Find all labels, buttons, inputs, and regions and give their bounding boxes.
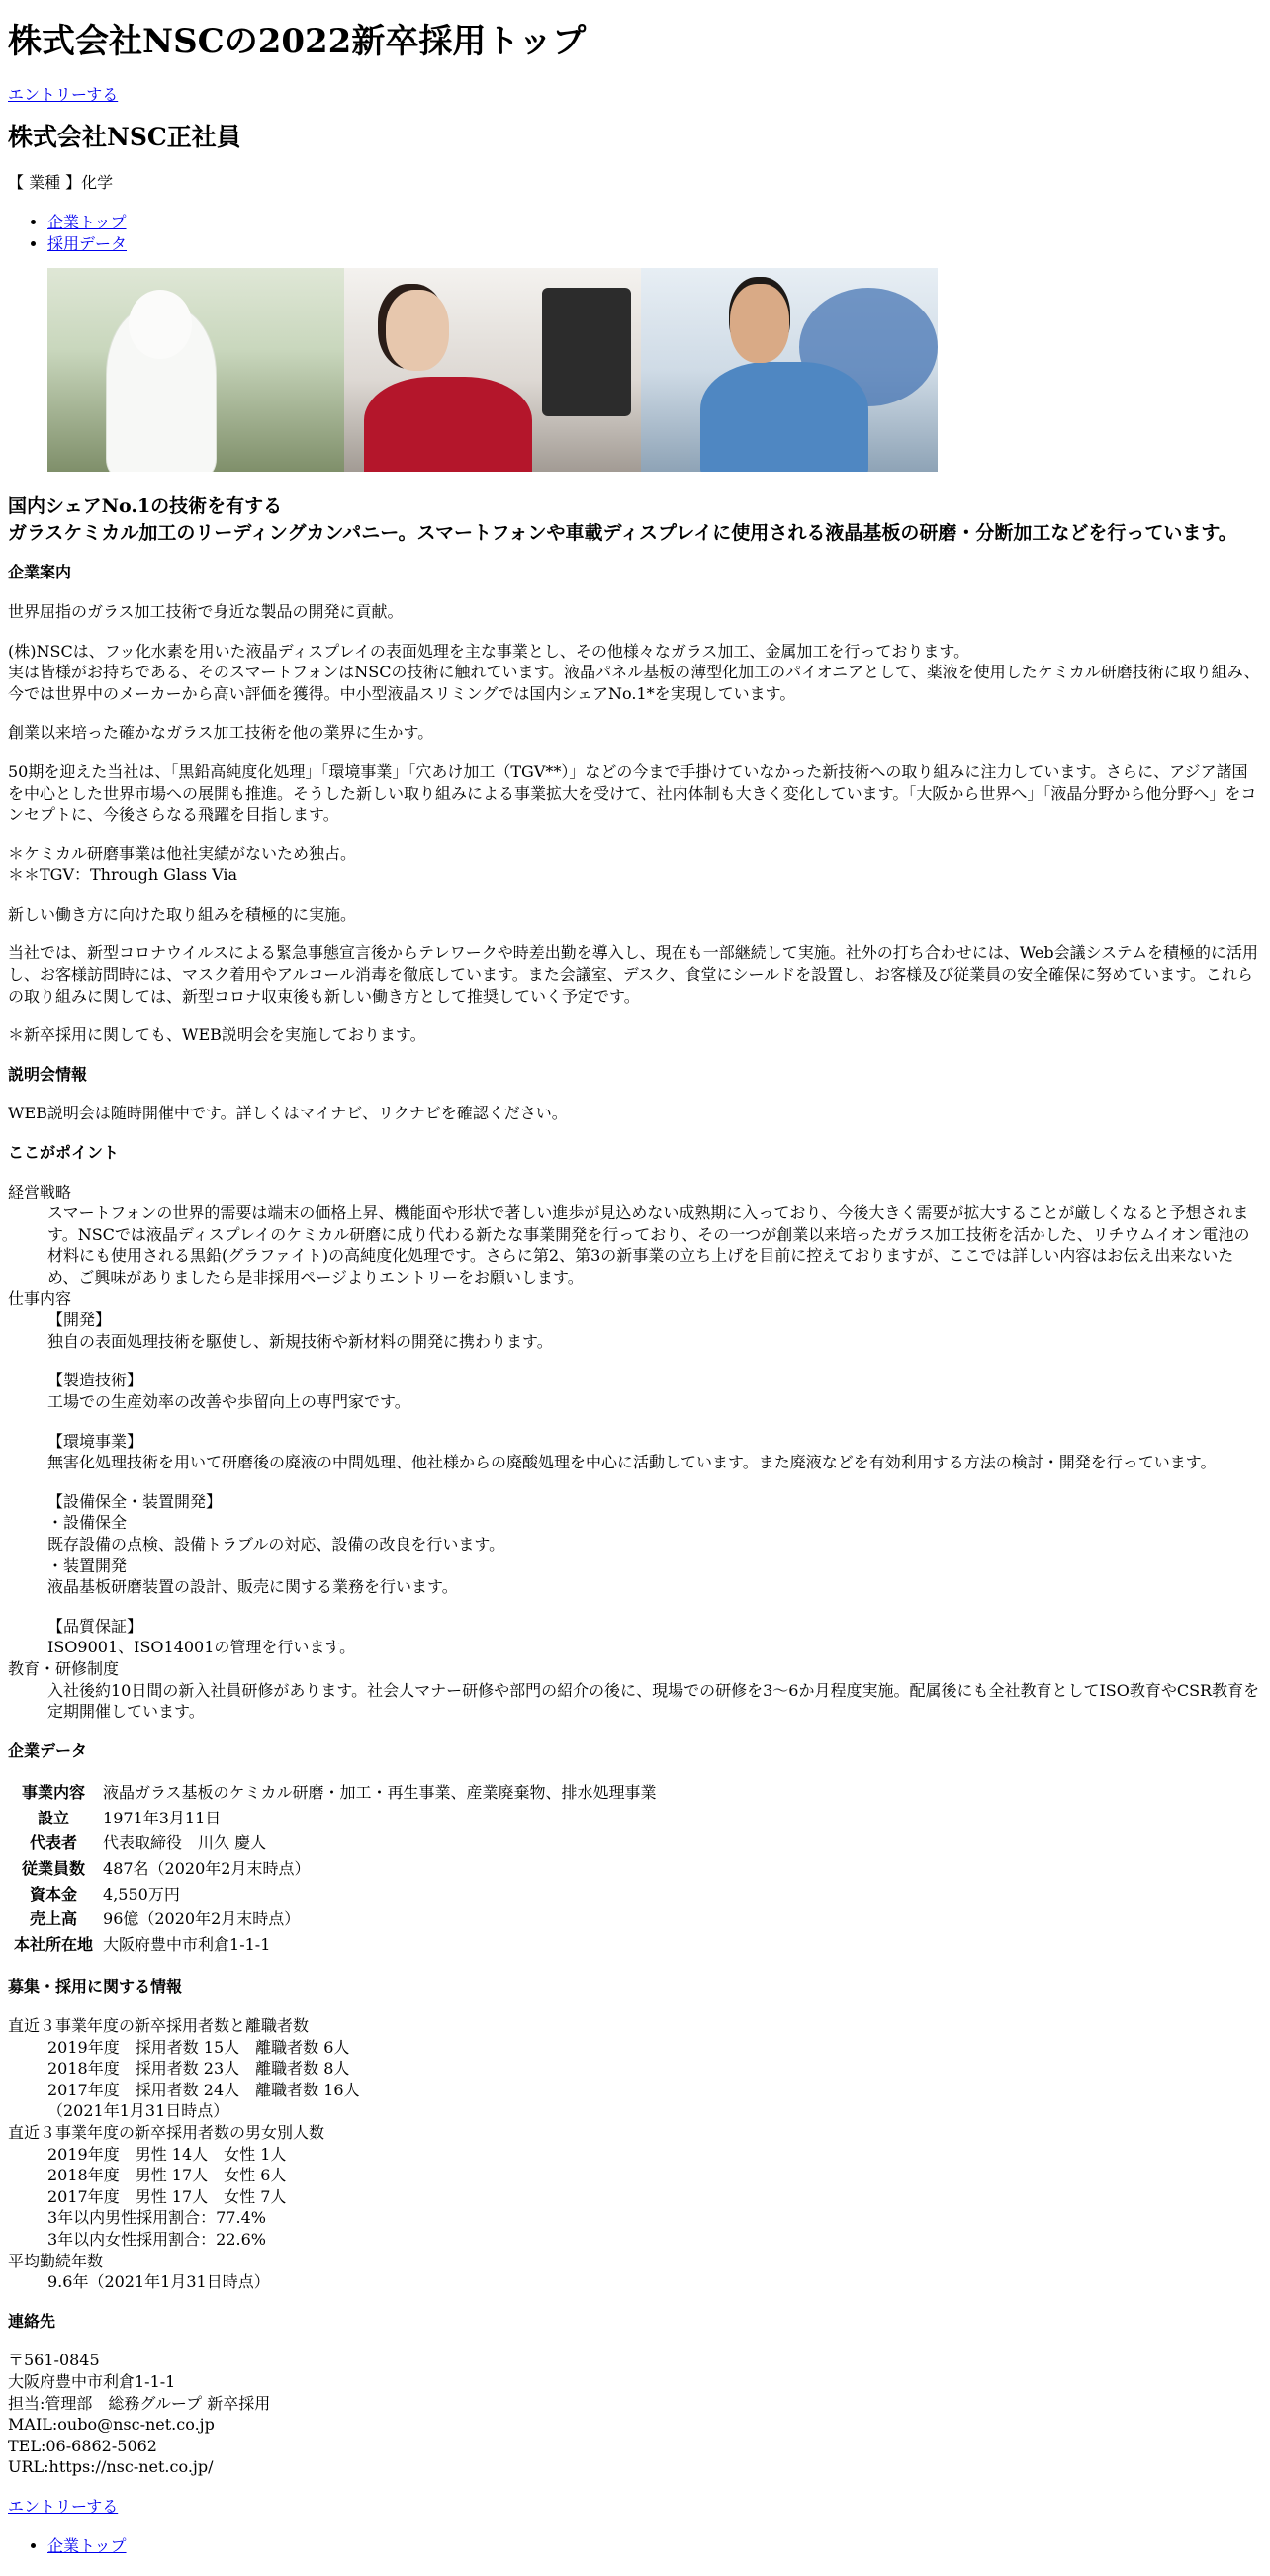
hires-line: 2018年度 採用者数 23人 離職者数 8人 — [47, 2059, 350, 2079]
strategy-text: スマートフォンの世界的需要は端末の価格上昇、機能面や形状で著しい進歩が見込めない成熟期に入っており、今後大きく需要が拡大することが厳しくなると予想されます。NSCでは液晶ディスプレイのケミカル研磨に成り代わる新たな事業開発を行っており、その一つが創業以来培ったガラス加工技術を活かした、リチウムイオン電池の材料にも使用される黒鉛(グラファイト)の高純度化処理です。さらに第2、第3の新事業の立ち上げを目前に控えておりますが、ここでは詳しい内容はお伝え出来ないため、ご興味がありましたら是非採用ページよりエントリーをお願いします。 — [47, 1203, 1250, 1288]
about-notes — [8, 844, 1262, 886]
row-value: 96億（2020年2月末時点） — [103, 1910, 301, 1929]
company-name: 株式会社NSC正社員 — [8, 123, 241, 152]
work-item-text: 独自の表面処理技術を駆使し、新規技術や新材料の開発に携わります。 — [47, 1331, 553, 1351]
tenure-label: 平均勤続年数 — [8, 2251, 104, 2270]
row-value: 代表取締役 川久 慶人 — [103, 1833, 267, 1853]
row-value: 1971年3月11日 — [103, 1808, 222, 1827]
headline — [8, 493, 1262, 546]
nav-item-top — [47, 212, 1262, 233]
work-item-text: ・装置開発 — [47, 1555, 128, 1575]
work-item-text: 液晶基板研磨装置の設計、販売に関する業務を行います。 — [47, 1577, 458, 1597]
hires-values — [47, 2037, 1262, 2122]
table-row — [10, 1933, 661, 1957]
hires-note: （2021年1月31日時点） — [47, 2101, 229, 2121]
figure-head-2 — [386, 290, 449, 371]
work-item-equip — [47, 1491, 1262, 1598]
tenure-value: 9.6年（2021年1月31日時点） — [47, 2272, 270, 2292]
training-text: 入社後約10日間の新入社員研修があります。社会人マナー研修や部門の紹介の後に、現場での研修を3〜6か月程度実施。配属後にも全社教育としてISO教育やCSR教育を定期開催しています。 — [47, 1680, 1260, 1722]
about-note-2: ＊＊TGV：Through Glass Via — [8, 865, 238, 885]
contact-mail: MAIL:oubo@nsc-net.co.jp — [8, 2415, 215, 2435]
work-item-title: 【開発】 — [47, 1310, 112, 1330]
work-item-qa — [47, 1616, 1262, 1658]
row-value: 487名（2020年2月末時点） — [103, 1859, 311, 1879]
contact-postal: 〒561-0845 — [8, 2351, 100, 2370]
industry-line: 【 業種 】化学 — [8, 173, 114, 193]
table-row — [10, 1831, 661, 1855]
gender-line: 2018年度 男性 17人 女性 6人 — [47, 2166, 287, 2185]
recruit-info-list — [8, 2015, 1262, 2293]
gender-values — [47, 2144, 1262, 2251]
figure-body-3 — [700, 362, 868, 472]
gender-label: 直近３事業年度の新卒採用者数の男女別人数 — [8, 2123, 325, 2143]
work-item-text: 既存設備の点検、設備トラブルの対応、設備の改良を行います。 — [47, 1534, 505, 1554]
nav-link-top[interactable]: 企業トップ — [47, 212, 127, 231]
hires-label: 直近３事業年度の新卒採用者数と離職者数 — [8, 2016, 310, 2036]
work-item-title: 【品質保証】 — [47, 1616, 143, 1636]
work-item-text: 無害化処理技術を用いて研磨後の廃液の中間処理、他社様からの廃酸処理を中心に活動しています。また廃液などを有効利用する方法の検討・開発を行っています。 — [47, 1453, 1217, 1472]
footer-nav-item-top — [47, 2535, 1262, 2557]
gender-line: 3年以内男性採用割合：77.4% — [47, 2208, 267, 2228]
work-item-text: ・設備保全 — [47, 1513, 128, 1533]
points-heading: ここがポイント — [8, 1143, 120, 1163]
headline-line1: 国内シェアNo.1の技術を有する — [8, 495, 283, 518]
work-item-title: 【環境事業】 — [47, 1431, 143, 1451]
about-p2-line2: 実は皆様がお持ちである、そのスマートフォンはNSCの技術に触れています。液晶パネル基板の薄型化加工のパイオニアとして、薬液を使用したケミカル研磨技術に取り組み、今では世界中のメーカーから高い評価を獲得。中小型液晶スリミングでは国内シェアNo.1*を実現しています。 — [8, 663, 1260, 703]
about-p2-line1: (株)NSCは、フッ化水素を用いた液晶ディスプレイの表面処理を主な事業とし、その他様々なガラス加工、金属加工を行っております。 — [8, 641, 970, 661]
points-list — [8, 1182, 1262, 1723]
gender-line: 3年以内女性採用割合：22.6% — [47, 2229, 267, 2249]
recruit-info-heading: 募集・採用に関する情報 — [8, 1977, 183, 1997]
lab-machine — [542, 288, 631, 416]
company-nav — [8, 212, 1262, 254]
about-p3: 創業以来培った確かなガラス加工技術を他の業界に生かす。 — [8, 723, 434, 743]
about-p5: 新しい働き方に向けた取り組みを積極的に実施。 — [8, 904, 357, 924]
about-p4: 50期を迎えた当社は、「黒鉛高純度化処理」「環境事業」「穴あけ加工（TGV**）」などの今まで手掛けていなかった新技術への取り組みに注力しています。さらに、アジア諸国を中心とした世界市場への展開も推進。そうした新しい取り組みによる事業拡大を受けて、社内体制も大きく変化しています。「大阪から世界へ」「液晶分野から他分野へ」をコンセプトに、今後さらなる飛躍を目指します。 — [8, 761, 1257, 825]
work-content — [47, 1309, 1262, 1658]
briefing-text: WEB説明会は随時開催中です。詳しくはマイナビ、リクナビを確認ください。 — [8, 1104, 568, 1123]
about-p6: 当社では、新型コロナウイルスによる緊急事態宣言後からテレワークや時差出勤を導入し、現在も一部継続して実施。社外の打ち合わせには、Web会議システムを積極的に活用し、お客様訪問時には、マスク着用やアルコール消毒を徹底しています。また会議室、デスク、食堂にシールドを設置し、お客様及び従業員の安全確保に努めています。これらの取り組みに関しては、新型コロナ収束後も新しい働き方として推奨していく予定です。 — [8, 943, 1258, 1006]
footer-nav-link-top[interactable]: 企業トップ — [47, 2535, 127, 2555]
strategy-label: 経営戦略 — [8, 1182, 72, 1201]
contact-person: 担当:管理部 総務グループ 新卒採用 — [8, 2393, 271, 2413]
work-item-mfg — [47, 1370, 1262, 1412]
work-item-env — [47, 1431, 1262, 1473]
table-row — [10, 1908, 661, 1931]
work-item-text: ISO9001、ISO14001の管理を行います。 — [47, 1638, 356, 1657]
nav-item-data — [47, 233, 1262, 255]
row-value: 液晶ガラス基板のケミカル研磨・加工・再生事業、産業廃棄物、排水処理事業 — [103, 1783, 657, 1803]
work-item-dev — [47, 1309, 1262, 1352]
table-row — [10, 1781, 661, 1805]
footer-entry-link[interactable]: エントリーする — [8, 2496, 119, 2516]
work-item-text: 工場での生産効率の改善や歩留向上の専門家です。 — [47, 1391, 410, 1411]
row-label: 設立 — [38, 1808, 70, 1827]
about-heading: 企業案内 — [8, 563, 72, 582]
row-value: 大阪府豊中市利倉1-1-1 — [103, 1934, 271, 1954]
row-label: 事業内容 — [22, 1783, 86, 1803]
company-data-table — [8, 1779, 663, 1958]
training-label: 教育・研修制度 — [8, 1658, 120, 1678]
row-label: 売上高 — [30, 1910, 78, 1929]
company-data-heading: 企業データ — [8, 1740, 88, 1760]
about-p2 — [8, 641, 1262, 705]
figure-body-2 — [364, 377, 532, 472]
row-label: 資本金 — [30, 1884, 78, 1904]
figure-head-3 — [730, 284, 789, 363]
table-row — [10, 1807, 661, 1830]
gender-line: 2017年度 男性 17人 女性 7人 — [47, 2186, 287, 2206]
entry-link[interactable]: エントリーする — [8, 84, 119, 104]
footer-nav — [8, 2535, 1262, 2557]
about-p1: 世界屈指のガラス加工技術で身近な製品の開発に貢献。 — [8, 601, 404, 621]
contact-block — [8, 2350, 1262, 2478]
photo-factory-worker — [641, 268, 938, 472]
work-label: 仕事内容 — [8, 1288, 72, 1308]
contact-tel: TEL:06-6862-5062 — [8, 2436, 157, 2455]
contact-heading: 連絡先 — [8, 2311, 56, 2331]
page-title: 株式会社NSCの2022新卒採用トップ — [8, 22, 587, 61]
photo-lab-worker — [344, 268, 641, 472]
contact-address: 大阪府豊中市利倉1-1-1 — [8, 2371, 176, 2391]
about-note-1: ＊ケミカル研磨事業は他社実績がないため独占。 — [8, 844, 357, 863]
gender-line: 2019年度 男性 14人 女性 1人 — [47, 2144, 287, 2164]
about-p7: ＊新卒採用に関しても、WEB説明会を実施しております。 — [8, 1025, 426, 1045]
photo-cleanroom-worker — [47, 268, 344, 472]
row-label: 従業員数 — [22, 1859, 86, 1879]
row-value: 4,550万円 — [103, 1884, 180, 1904]
contact-url: URL:https://nsc-net.co.jp/ — [8, 2457, 214, 2477]
hires-line: 2019年度 採用者数 15人 離職者数 6人 — [47, 2037, 350, 2057]
row-label: 本社所在地 — [14, 1934, 94, 1954]
hires-line: 2017年度 採用者数 24人 離職者数 16人 — [47, 2080, 360, 2099]
row-label: 代表者 — [30, 1833, 78, 1853]
nav-link-data[interactable]: 採用データ — [47, 233, 128, 253]
work-item-title: 【製造技術】 — [47, 1371, 143, 1390]
briefing-heading: 説明会情報 — [8, 1064, 88, 1084]
work-item-title: 【設備保全・装置開発】 — [47, 1491, 223, 1511]
headline-line2: ガラスケミカル加工のリーディングカンパニー。スマートフォンや車載ディスプレイに使用される液晶基板の研磨・分断加工などを行っています。 — [8, 521, 1237, 544]
company-photo — [47, 268, 938, 472]
table-row — [10, 1857, 661, 1881]
figure-head-1 — [129, 290, 192, 359]
table-row — [10, 1883, 661, 1907]
